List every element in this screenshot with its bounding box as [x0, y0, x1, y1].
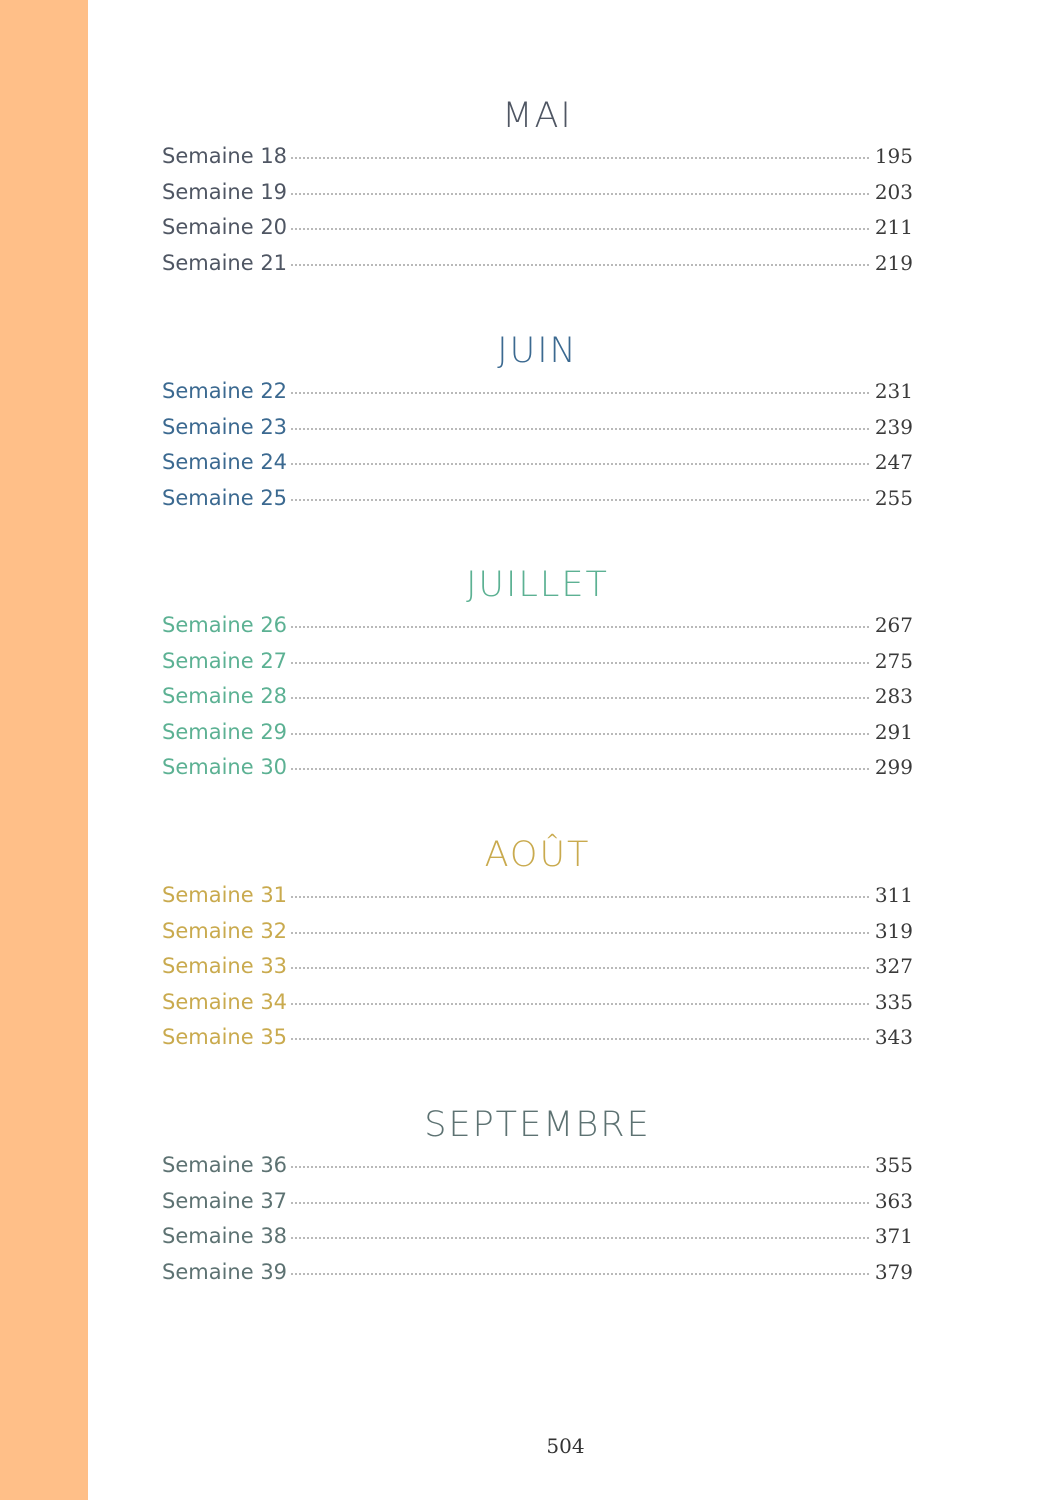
entry-label: Semaine 39 [162, 1259, 288, 1284]
entry-label: Semaine 37 [162, 1188, 288, 1213]
entry-label: Semaine 26 [162, 613, 288, 637]
entry-page-number: 283 [874, 684, 913, 709]
section-title: SEPTEMBRE [424, 1105, 651, 1145]
dot-leader [291, 427, 869, 430]
dot-leader [291, 156, 869, 159]
dot-leader [291, 391, 869, 394]
entry-label: Semaine 23 [162, 414, 288, 439]
entry-page-number: 335 [874, 989, 913, 1014]
section-title: AOÛT [484, 835, 591, 875]
section-title: JUILLET [466, 565, 609, 605]
toc-entry[interactable] [162, 679, 913, 715]
toc-entry[interactable] [162, 608, 913, 644]
entry-label: Semaine 21 [162, 250, 288, 275]
entry-page-number: 203 [874, 179, 913, 204]
entry-label: Semaine 35 [162, 1025, 288, 1050]
dot-leader [291, 767, 869, 770]
entry-label: Semaine 29 [162, 719, 288, 744]
entry-label: Semaine 19 [162, 179, 288, 204]
entry-list [162, 374, 913, 516]
entry-label: Semaine 30 [162, 755, 288, 780]
side-color-band [0, 0, 88, 1500]
toc-entry[interactable] [162, 410, 913, 446]
entry-page-number: 355 [874, 1153, 913, 1177]
entry-label: Semaine 18 [162, 144, 288, 168]
dot-leader [291, 966, 869, 969]
entry-page-number: 363 [874, 1188, 913, 1213]
entry-page-number: 211 [874, 215, 913, 240]
toc-entry[interactable] [162, 949, 913, 985]
entry-page-number: 219 [874, 250, 913, 275]
dot-leader [291, 192, 869, 195]
entry-label: Semaine 20 [162, 215, 288, 240]
dot-leader [291, 931, 869, 934]
entry-page-number: 379 [874, 1259, 913, 1284]
toc-entry[interactable] [162, 210, 913, 246]
entry-page-number: 195 [874, 144, 913, 168]
entry-label: Semaine 32 [162, 918, 288, 943]
toc-entry[interactable] [162, 1255, 913, 1291]
dot-leader [291, 1002, 869, 1005]
toc-entry[interactable] [162, 644, 913, 680]
entry-list [162, 878, 913, 1056]
toc-entry[interactable] [162, 175, 913, 211]
toc-entry[interactable] [162, 715, 913, 751]
entry-label: Semaine 33 [162, 954, 288, 979]
toc-entry[interactable] [162, 1219, 913, 1255]
entry-list [162, 608, 913, 786]
entry-page-number: 371 [874, 1224, 913, 1249]
entry-page-number: 231 [874, 379, 913, 403]
entry-page-number: 299 [874, 755, 913, 780]
dot-leader [291, 732, 869, 735]
entry-label: Semaine 36 [162, 1153, 288, 1177]
entry-page-number: 343 [874, 1025, 913, 1050]
entry-label: Semaine 34 [162, 989, 288, 1014]
entry-label: Semaine 22 [162, 379, 288, 403]
entry-label: Semaine 28 [162, 684, 288, 709]
entry-page-number: 319 [874, 918, 913, 943]
toc-entry[interactable] [162, 1020, 913, 1056]
toc-entry[interactable] [162, 481, 913, 517]
dot-leader [291, 498, 869, 501]
toc-entry[interactable] [162, 985, 913, 1021]
entry-page-number: 267 [874, 613, 913, 637]
entry-page-number: 311 [874, 883, 913, 907]
dot-leader [291, 1201, 869, 1204]
dot-leader [291, 1165, 869, 1168]
toc-entry[interactable] [162, 1148, 913, 1184]
toc-entry[interactable] [162, 750, 913, 786]
entry-page-number: 255 [874, 485, 913, 510]
entry-page-number: 275 [874, 648, 913, 673]
dot-leader [291, 462, 869, 465]
dot-leader [291, 895, 869, 898]
toc-entry[interactable] [162, 139, 913, 175]
entry-label: Semaine 27 [162, 648, 288, 673]
toc-entry[interactable] [162, 1184, 913, 1220]
dot-leader [291, 263, 869, 266]
page-number: 504 [546, 1434, 585, 1458]
dot-leader [291, 625, 869, 628]
section-title: JUIN [497, 331, 578, 371]
dot-leader [291, 227, 869, 230]
entry-list [162, 139, 913, 281]
entry-page-number: 239 [874, 414, 913, 439]
entry-label: Semaine 25 [162, 485, 288, 510]
section-title: MAI [502, 96, 573, 136]
entry-label: Semaine 31 [162, 883, 288, 907]
toc-entry[interactable] [162, 914, 913, 950]
toc-entry[interactable] [162, 445, 913, 481]
entry-page-number: 247 [874, 450, 913, 475]
toc-entry[interactable] [162, 374, 913, 410]
dot-leader [291, 696, 869, 699]
table-of-contents [162, 0, 913, 1500]
entry-page-number: 327 [874, 954, 913, 979]
dot-leader [291, 661, 869, 664]
entry-page-number: 291 [874, 719, 913, 744]
entry-list [162, 1148, 913, 1290]
dot-leader [291, 1037, 869, 1040]
entry-label: Semaine 24 [162, 450, 288, 475]
toc-entry[interactable] [162, 246, 913, 282]
dot-leader [291, 1272, 869, 1275]
entry-label: Semaine 38 [162, 1224, 288, 1249]
toc-entry[interactable] [162, 878, 913, 914]
dot-leader [291, 1236, 869, 1239]
